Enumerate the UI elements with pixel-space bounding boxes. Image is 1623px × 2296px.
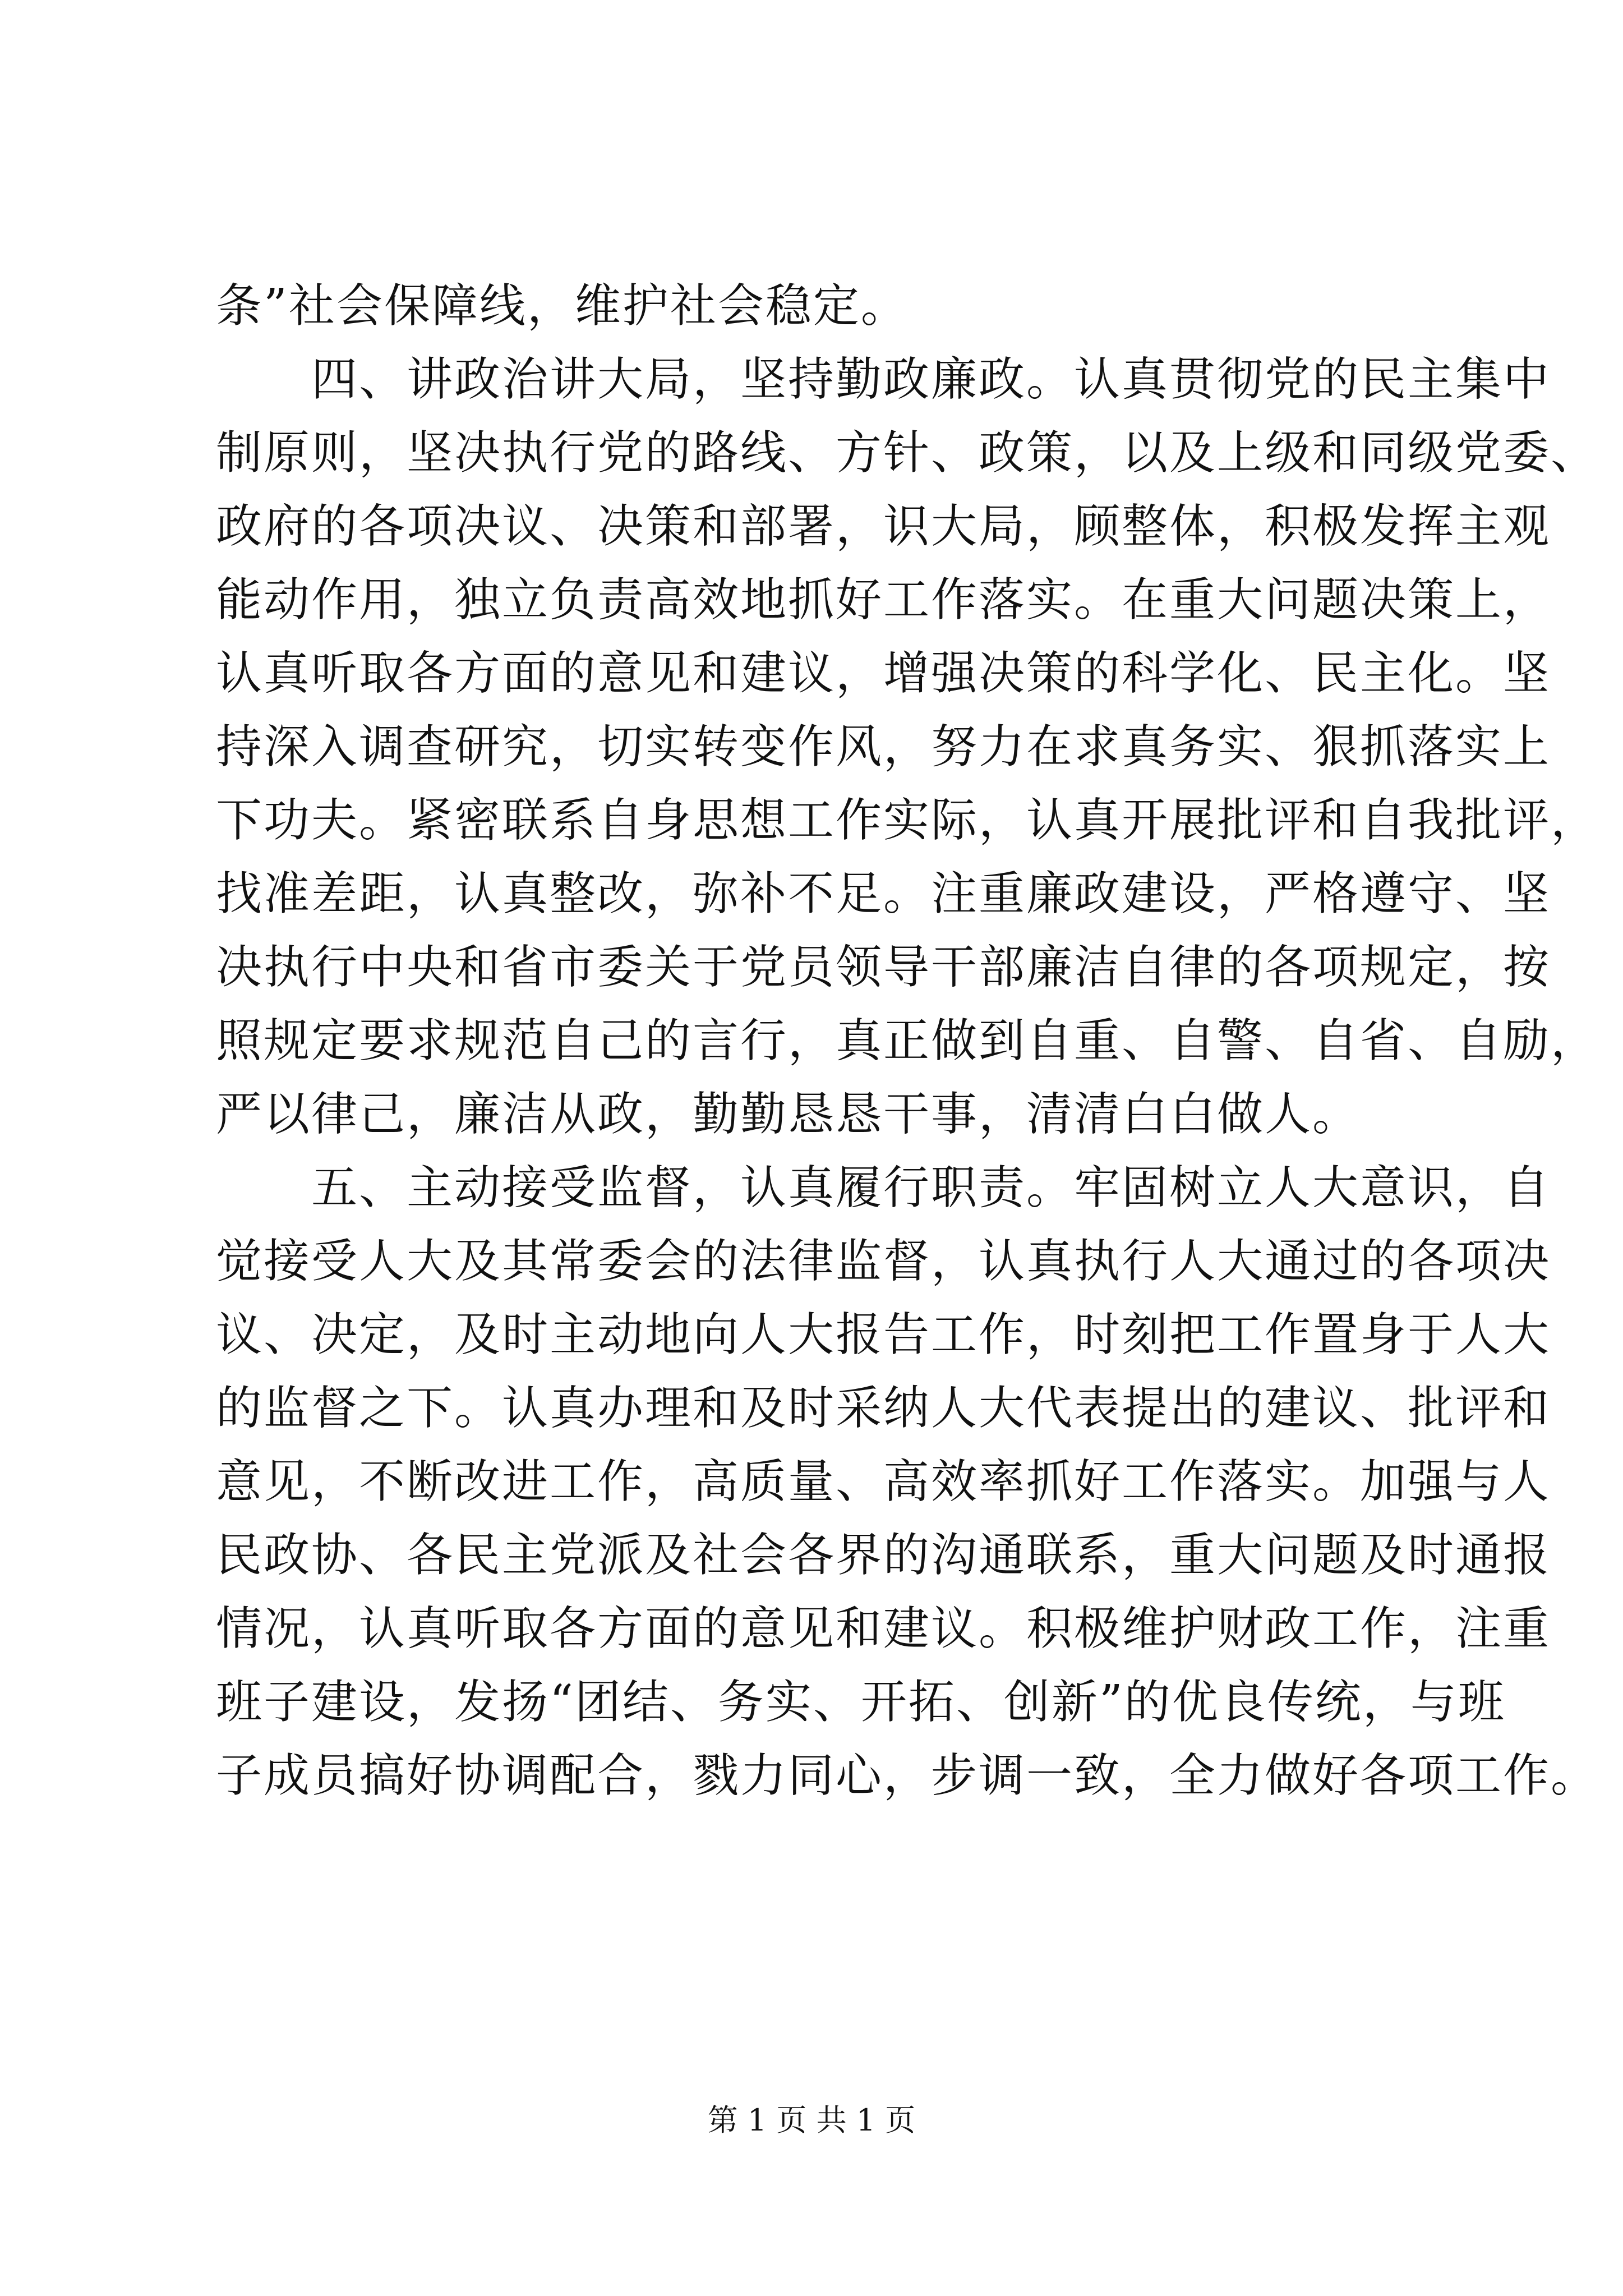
page-number-label: 第 1 页 共 1 页 (707, 2102, 916, 2138)
paragraph-line: 持深入调查研究，切实转变作风，努力在求真务实、狠抓落实上 (216, 720, 1551, 774)
paragraph-line: 议、决定，及时主动地向人大报告工作，时刻把工作置身于人大 (216, 1308, 1551, 1361)
paragraph-line: 觉接受人大及其常委会的法律监督，认真执行人大通过的各项决 (216, 1235, 1551, 1288)
paragraph-line: 子成员搞好协调配合，戮力同心，步调一致，全力做好各项工作。 (216, 1749, 1599, 1802)
paragraph-line: 民政协、各民主党派及社会各界的沟通联系，重大问题及时通报 (216, 1529, 1551, 1582)
paragraph-line: 的监督之下。认真办理和及时采纳人大代表提出的建议、批评和 (216, 1382, 1551, 1435)
paragraph-line: 认真听取各方面的意见和建议，增强决策的科学化、民主化。坚 (216, 647, 1551, 700)
paragraph-line: 找准差距，认真整改，弥补不足。注重廉政建设，严格遵守、坚 (216, 867, 1551, 921)
paragraph-line: 条”社会保障线，维护社会稳定。 (216, 279, 909, 333)
page-footer (0, 2101, 1623, 2140)
paragraph-line: 五、主动接受监督，认真履行职责。牢固树立人大意识，自 (311, 1161, 1551, 1214)
paragraph-line: 严以律己，廉洁从政，勤勤恳恳干事，清清白白做人。 (216, 1088, 1361, 1141)
paragraph-line: 意见，不断改进工作，高质量、高效率抓好工作落实。加强与人 (216, 1455, 1551, 1508)
paragraph-line: 情况，认真听取各方面的意见和建议。积极维护财政工作，注重 (216, 1602, 1551, 1655)
paragraph-line: 照规定要求规范自己的言行，真正做到自重、自警、自省、自励， (216, 1014, 1599, 1068)
paragraph-line: 四、讲政治讲大局，坚持勤政廉政。认真贯彻党的民主集中 (311, 353, 1551, 406)
paragraph-line: 政府的各项决议、决策和部署，识大局，顾整体，积极发挥主观 (216, 500, 1551, 553)
paragraph-line: 班子建设，发扬“团结、务实、开拓、创新”的优良传统，与班 (216, 1676, 1506, 1729)
document-body (216, 269, 1599, 1812)
paragraph-line: 下功夫。紧密联系自身思想工作实际，认真开展批评和自我批评， (216, 794, 1599, 847)
paragraph-line: 制原则，坚决执行党的路线、方针、政策，以及上级和同级党委、 (216, 426, 1599, 480)
paragraph-line: 决执行中央和省市委关于党员领导干部廉洁自律的各项规定，按 (216, 941, 1551, 994)
paragraph-line: 能动作用，独立负责高效地抓好工作落实。在重大问题决策上， (216, 573, 1551, 627)
